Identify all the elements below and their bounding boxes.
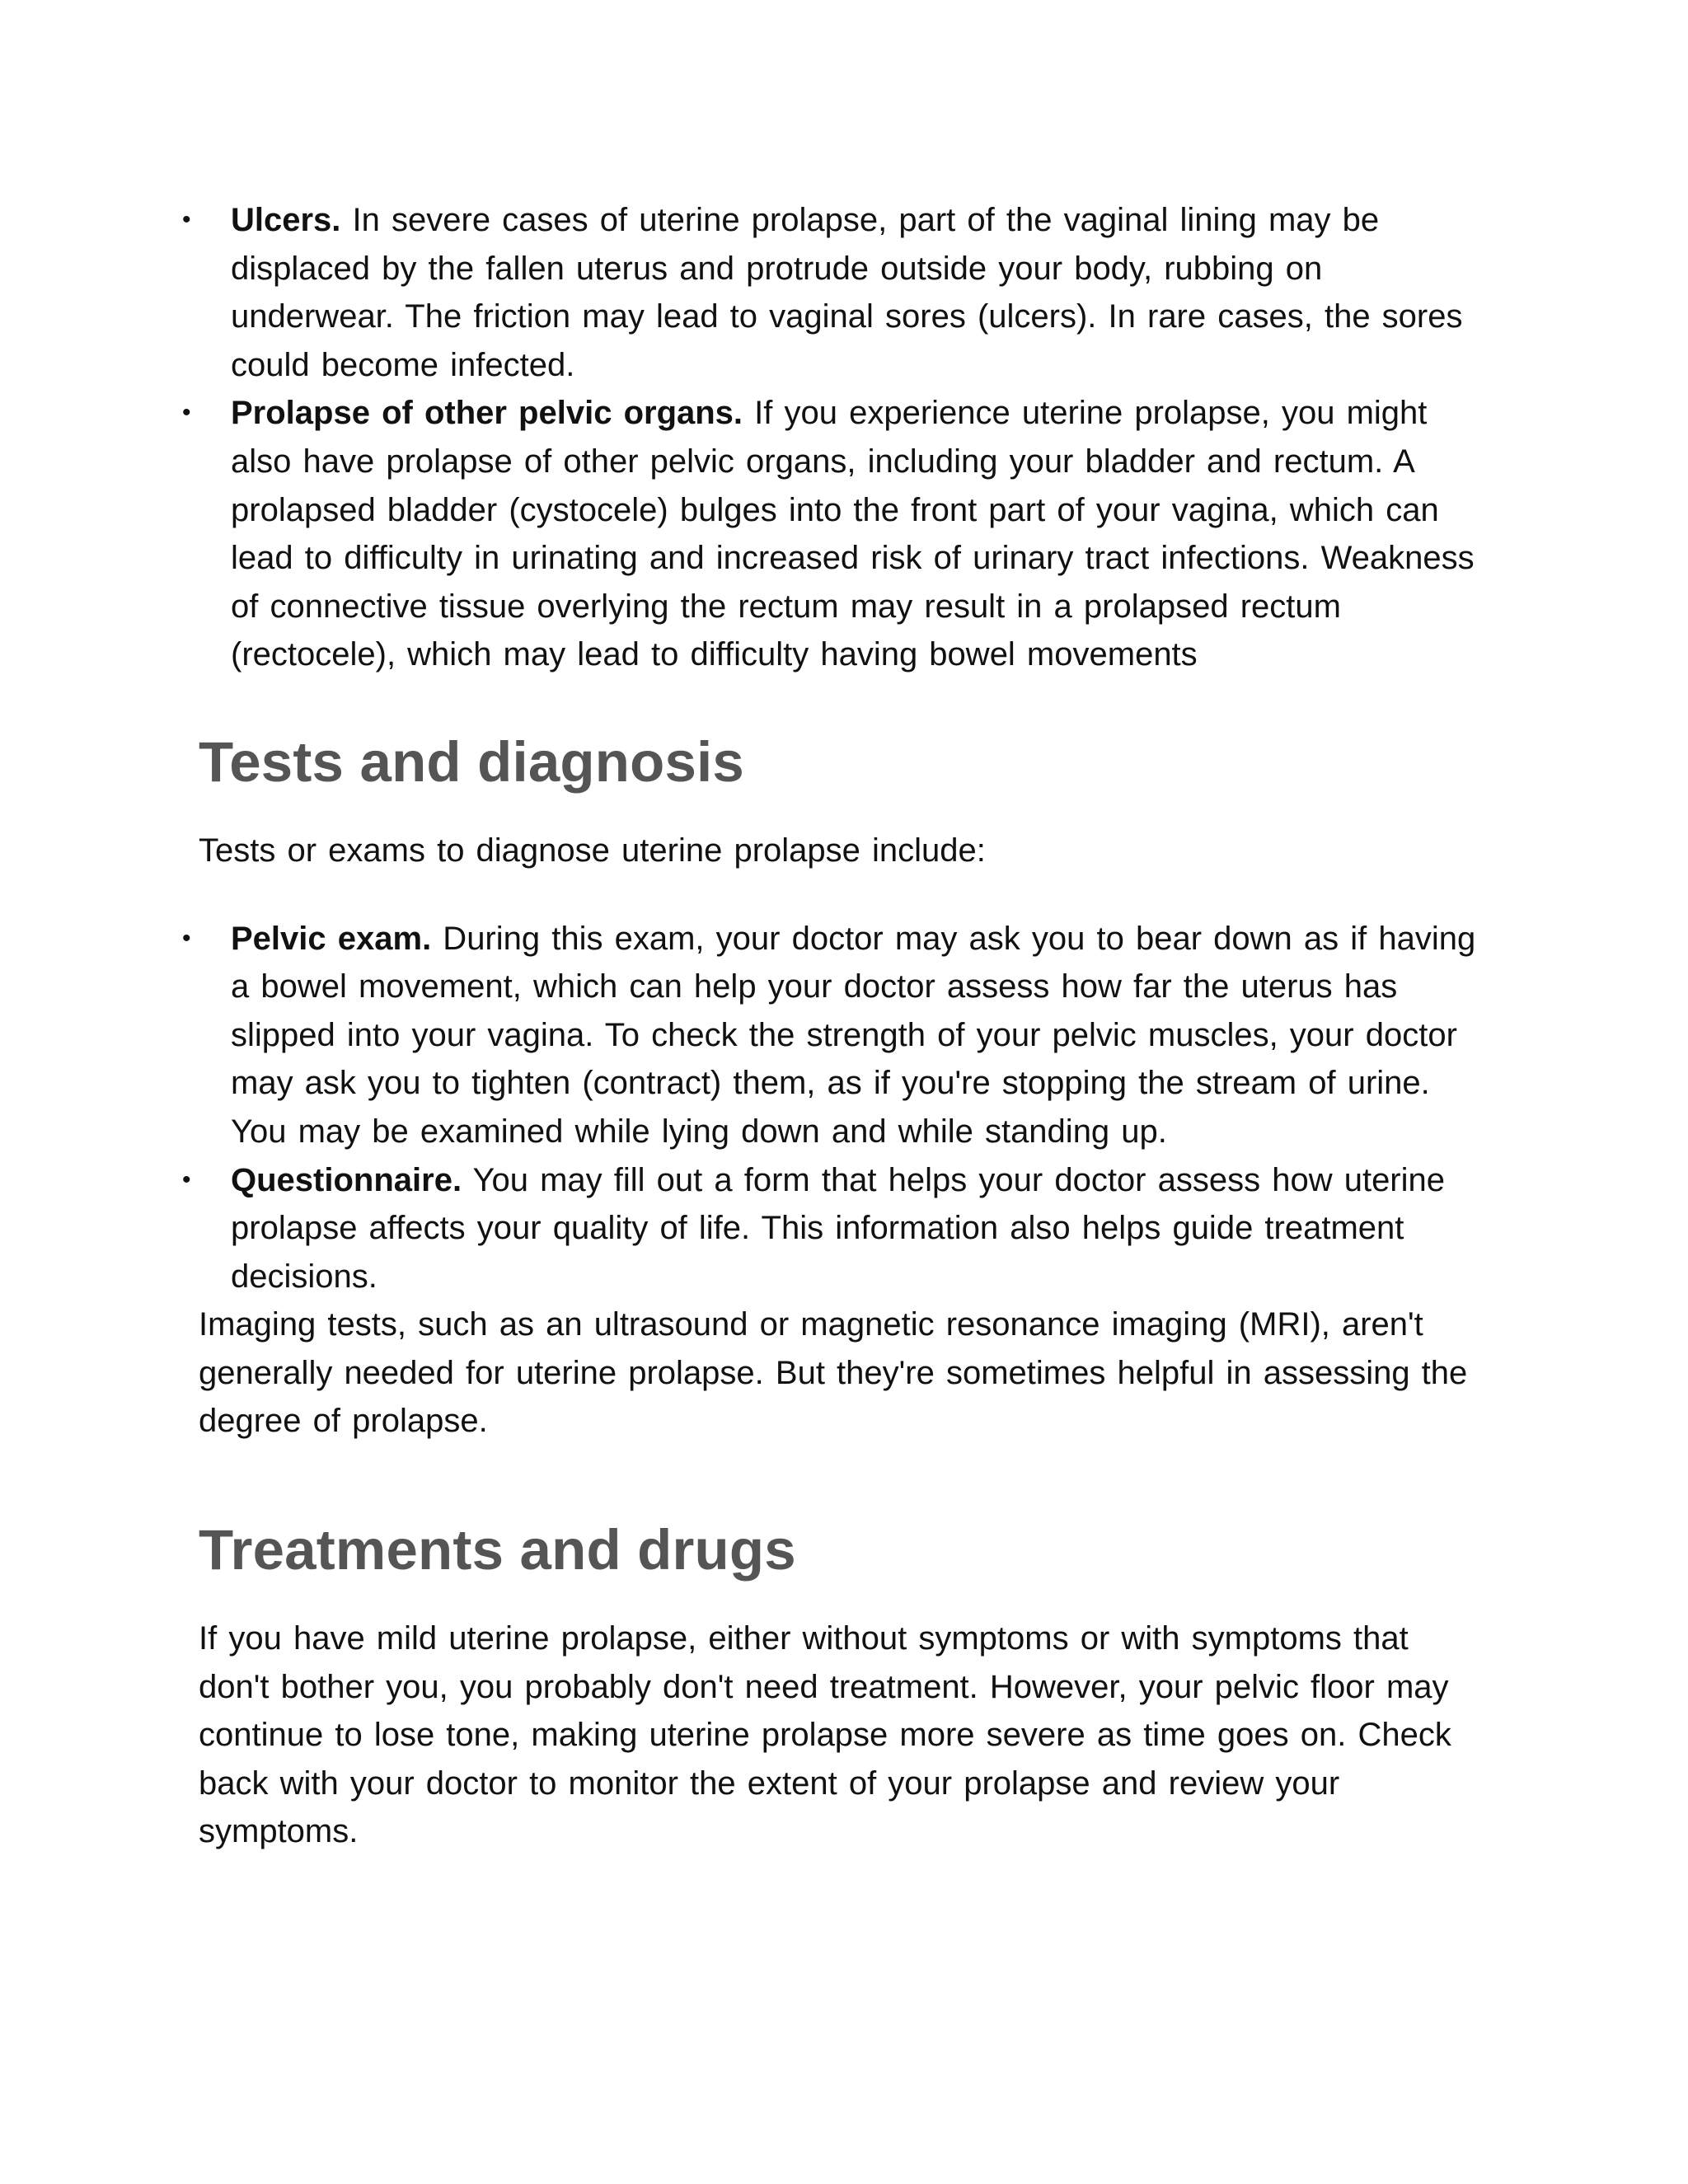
item-lead: Prolapse of other pelvic organs. bbox=[231, 395, 743, 432]
treatments-paragraph: If you have mild uterine prolapse, either without symptoms or with symptoms that don't bother you, you probably don't need treatment. However, your pelvic floor may continue to lose tone, making uterine prolapse more severe as time goes on. Check back with your doctor to monitor the extent of your prolapse and review your symptoms. bbox=[199, 1620, 1451, 1850]
tests-list bbox=[182, 915, 1484, 1301]
list-item bbox=[182, 1156, 1484, 1301]
item-text: You may fill out a form that helps your doctor assess how uterine prolapse affects your quality of life. This information also helps guide treatment decisions. bbox=[231, 1161, 1446, 1295]
item-lead: Ulcers. bbox=[231, 202, 341, 238]
section-heading-tests: Tests and diagnosis bbox=[199, 729, 744, 794]
tests-intro: Tests or exams to diagnose uterine prolapse include: bbox=[199, 832, 986, 869]
section-heading-treatments: Treatments and drugs bbox=[199, 1518, 796, 1582]
item-text: If you experience uterine prolapse, you might also have prolapse of other pelvic organs, including your bladder and rectum. A prolapsed bladder (cystocele) bulges into the front part of your vagina, which can lead to difficulty in urinating and increased risk of urinary tract infections. Weakness of connective tissue overlying the rectum may result in a prolapsed rectum (rectocele), which may lead to difficulty having bowel movements bbox=[231, 395, 1475, 673]
bullet-icon: • bbox=[182, 924, 191, 952]
complications-list bbox=[182, 196, 1484, 679]
bullet-icon: • bbox=[182, 206, 191, 233]
item-text: During this exam, your doctor may ask you to bear down as if having a bowel movement, which can help your doctor assess how far the uterus has slipped into your vagina. To check the strength of your pelvic muscles, your doctor may ask you to tighten (contract) them, as if you're stopping the stream of urine. You may be examined while lying down and while standing up. bbox=[231, 920, 1476, 1150]
bullet-icon: • bbox=[182, 399, 191, 427]
bullet-icon: • bbox=[182, 1165, 191, 1193]
list-item bbox=[182, 915, 1484, 1156]
item-lead: Pelvic exam. bbox=[231, 920, 432, 957]
document-content bbox=[182, 196, 1484, 1856]
list-item bbox=[182, 389, 1484, 679]
item-text: In severe cases of uterine prolapse, part of the vaginal lining may be displaced by the fallen uterus and protrude outside your body, rubbing on underwear. The friction may lead to vaginal sores (ulcers). In rare cases, the sores could become infected. bbox=[231, 202, 1463, 383]
item-lead: Questionnaire. bbox=[231, 1161, 462, 1198]
list-item bbox=[182, 196, 1484, 389]
imaging-paragraph: Imaging tests, such as an ultrasound or magnetic resonance imaging (MRI), aren't generally needed for uterine prolapse. But they're sometimes helpful in assessing the degree of prolapse. bbox=[199, 1306, 1468, 1440]
